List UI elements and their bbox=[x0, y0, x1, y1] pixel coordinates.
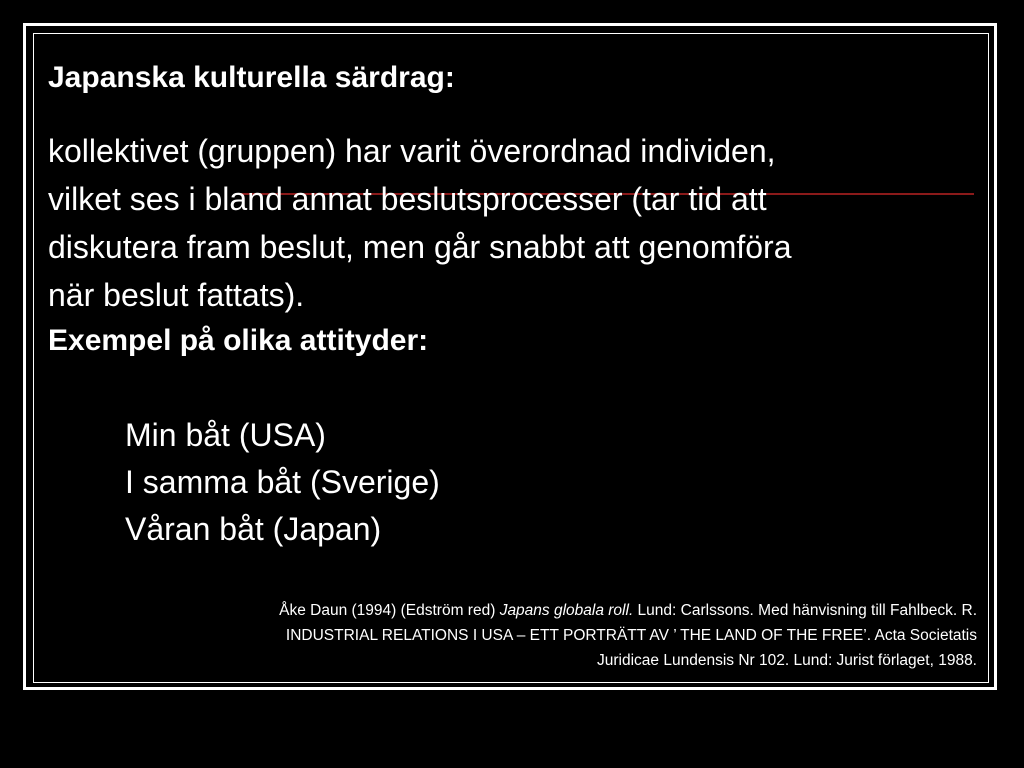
citation-line bbox=[57, 598, 977, 623]
citation-publisher: Lund: Carlssons. Med hänvisning till Fahlbeck. R. bbox=[633, 602, 977, 619]
paragraph-line: vilket ses i bland annat beslutsprocesser (tar tid att bbox=[48, 181, 767, 217]
citation-line: INDUSTRIAL RELATIONS I USA – ETT PORTRÄTT AV ’ THE LAND OF THE FREE’. Acta Societatis bbox=[285, 627, 977, 644]
example-item: I samma båt (Sverige) bbox=[125, 464, 440, 500]
slide-title: Japanska kulturella särdrag: bbox=[48, 61, 455, 94]
examples-list bbox=[125, 412, 440, 553]
example-item: Våran båt (Japan) bbox=[125, 511, 382, 547]
citation bbox=[57, 598, 977, 673]
paragraph-line: kollektivet (gruppen) har varit överordnad individen, bbox=[48, 133, 776, 169]
body-paragraph bbox=[48, 127, 988, 319]
citation-author: Åke Daun (1994) (Edström red) bbox=[279, 602, 500, 619]
example-item: Min båt (USA) bbox=[125, 417, 326, 453]
citation-title: Japans globala roll. bbox=[499, 602, 634, 619]
citation-line: Juridicae Lundensis Nr 102. Lund: Jurist förlaget, 1988. bbox=[597, 652, 977, 669]
paragraph-line: när beslut fattats). bbox=[48, 277, 305, 313]
paragraph-line: diskutera fram beslut, men går snabbt att genomföra bbox=[48, 229, 792, 265]
examples-heading: Exempel på olika attityder: bbox=[48, 324, 429, 357]
